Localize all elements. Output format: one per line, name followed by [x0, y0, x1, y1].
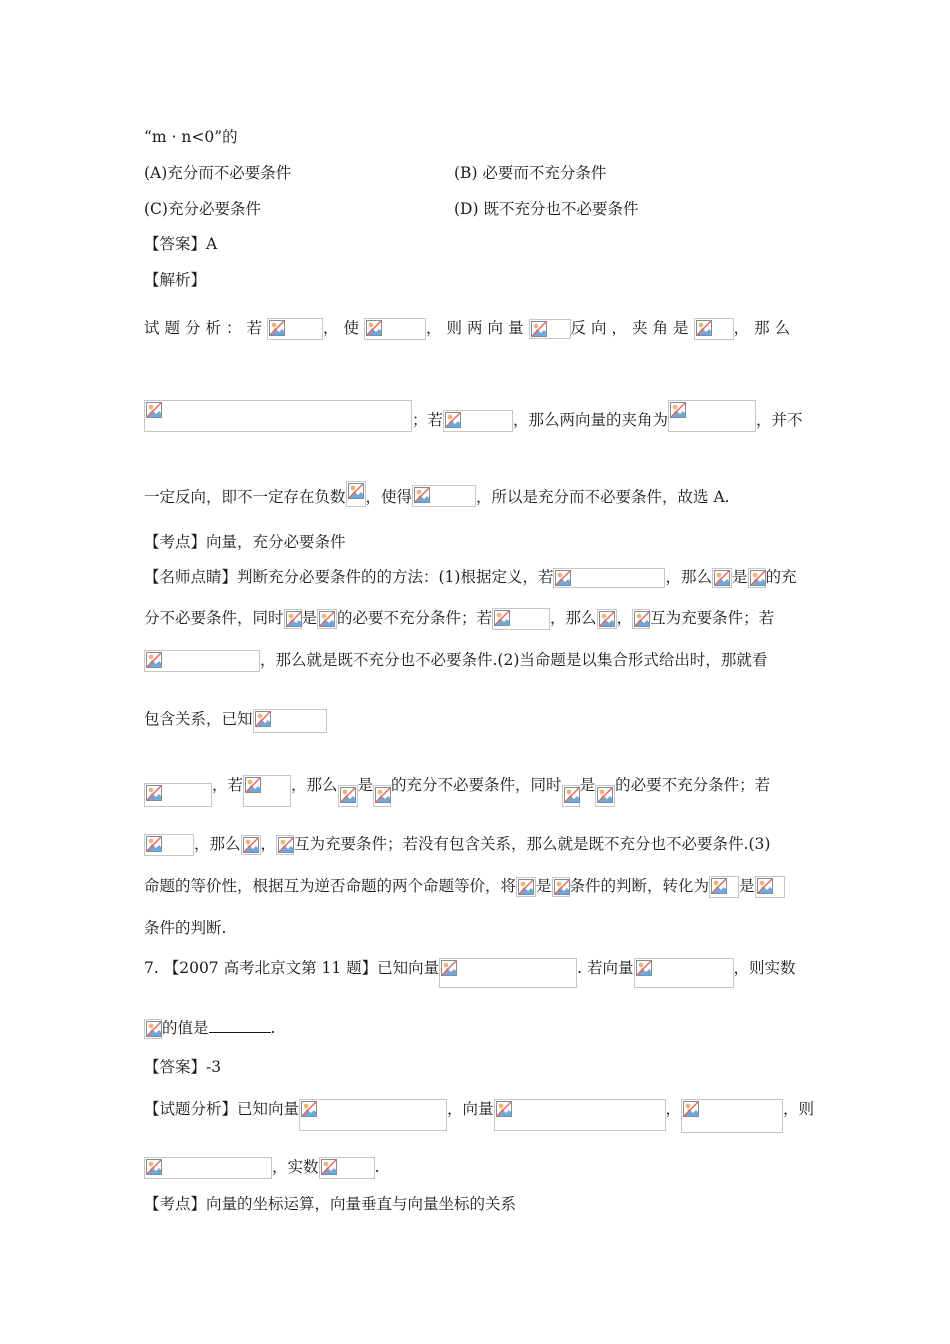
broken-image-icon: [597, 787, 613, 803]
broken-image-icon: [445, 412, 461, 428]
formula-image: [439, 958, 577, 988]
formula-image: [634, 958, 734, 988]
broken-image-icon: [366, 320, 382, 336]
formula-image: [276, 835, 294, 855]
q7-kaodian: 【考点】向量的坐标运算，向量垂直与向量坐标的关系: [144, 1195, 517, 1213]
q6-mingshi-line-1: 【名师点睛】判断充分必要条件的的方法：(1)根据定义，若 ，那么 是 的充: [144, 568, 797, 586]
broken-image-icon: [554, 879, 570, 895]
q6-stem-tail: “m · n<0”的: [144, 128, 238, 146]
broken-image-icon: [319, 611, 335, 627]
formula-image: [492, 608, 550, 630]
formula-image: [346, 481, 366, 507]
broken-image-icon: [670, 402, 686, 418]
broken-image-icon: [531, 321, 547, 337]
broken-image-icon: [496, 1101, 512, 1117]
broken-image-icon: [269, 320, 285, 336]
formula-image: [709, 876, 739, 898]
formula-image: [597, 609, 617, 629]
broken-image-icon: [348, 483, 364, 499]
broken-image-icon: [146, 785, 162, 801]
formula-image: [553, 568, 665, 588]
q6-mingshi-line-7: 命题的等价性，根据互为逆否命题的两个命题等价，将 是 条件的判断，转化为 是: [144, 876, 785, 898]
broken-image-icon: [243, 837, 259, 853]
formula-image: [243, 775, 291, 807]
broken-image-icon: [696, 320, 712, 336]
answer-blank: [209, 1018, 271, 1033]
broken-image-icon: [555, 570, 571, 586]
formula-image: [319, 1157, 375, 1179]
formula-image: [668, 400, 756, 432]
broken-image-icon: [518, 879, 534, 895]
broken-image-icon: [245, 777, 261, 793]
formula-image: [552, 877, 570, 897]
broken-image-icon: [375, 787, 391, 803]
q6-mingshi-line-2: 分不必要条件，同时 是 的必要不充分条件；若 ，那么 ， 互为充要条件；若: [144, 608, 774, 630]
formula-image: [364, 318, 426, 340]
broken-image-icon: [714, 570, 730, 586]
broken-image-icon: [301, 1101, 317, 1117]
broken-image-icon: [255, 711, 271, 727]
q7-stem-line-2: 的值是 .: [144, 1018, 275, 1039]
broken-image-icon: [599, 611, 615, 627]
formula-image: [681, 1099, 783, 1133]
q6-analysis-heading: 【解析】: [144, 271, 207, 289]
broken-image-icon: [441, 960, 457, 976]
q6-mingshi-line-4: 包含关系，已知: [144, 709, 327, 733]
formula-image: [516, 877, 536, 897]
broken-image-icon: [564, 787, 580, 803]
formula-image: [748, 568, 766, 588]
q6-mingshi-line-3: ，那么就是既不充分也不必要条件.(2)当命题是以集合形式给出时，那就看: [144, 650, 767, 672]
q6-option-c: (C)充分必要条件: [144, 200, 261, 218]
q6-option-a: (A)充分而不必要条件: [144, 164, 292, 182]
broken-image-icon: [636, 960, 652, 976]
q6-analysis-line-3: 一定反向，即不一定存在负数 ，使得 ，所以是充分而不必要条件，故选 A.: [144, 481, 730, 507]
broken-image-icon: [414, 487, 430, 503]
broken-image-icon: [634, 611, 650, 627]
q7-answer: 【答案】-3: [144, 1058, 222, 1076]
q6-mingshi-line-6: ，那么 ， 互为充要条件；若没有包含关系，那么就是既不充分也不必要条件.(3): [144, 834, 770, 856]
formula-image: [595, 785, 615, 807]
q6-answer: 【答案】A: [144, 235, 218, 253]
formula-image: [494, 1099, 666, 1131]
broken-image-icon: [278, 837, 294, 853]
formula-image: [241, 835, 261, 855]
q7-analysis-line-1: 【试题分析】已知向量 ，向量 ， ，则: [144, 1099, 814, 1133]
formula-image: [412, 485, 476, 507]
q6-kaodian: 【考点】向量，充分必要条件: [144, 533, 346, 551]
formula-image: [144, 1157, 272, 1179]
formula-image: [253, 709, 327, 733]
q6-mingshi-line-5: ，若 ，那么 是 的充分不必要条件，同时 是 的必要不充分条件；若: [144, 775, 770, 807]
broken-image-icon: [146, 1021, 162, 1037]
formula-image: [373, 785, 391, 807]
formula-image: [284, 609, 302, 629]
formula-image: [144, 1019, 162, 1039]
broken-image-icon: [146, 652, 162, 668]
q7-analysis-line-2: ，实数 .: [144, 1157, 379, 1179]
q6-option-d: (D) 既不充分也不必要条件: [454, 200, 639, 218]
broken-image-icon: [494, 610, 510, 626]
broken-image-icon: [146, 836, 162, 852]
formula-image: [694, 318, 734, 340]
formula-image: [267, 318, 323, 340]
broken-image-icon: [340, 787, 356, 803]
broken-image-icon: [286, 611, 302, 627]
formula-image: [712, 568, 732, 588]
formula-image: [338, 785, 358, 807]
q6-analysis-line-2: ；若 ，那么两向量的夹角为 ，并不: [144, 400, 803, 432]
formula-image: [144, 834, 194, 856]
q6-analysis-line-1: 试题分析：若 ，使 ，则两向量 反向，夹角是 ，那么: [144, 318, 795, 340]
q7-stem-line-1: 7. 【2007 高考北京文第 11 题】已知向量 . 若向量 ，则实数: [144, 958, 796, 988]
broken-image-icon: [757, 878, 773, 894]
formula-image: [144, 400, 412, 432]
broken-image-icon: [750, 570, 766, 586]
formula-image: [299, 1099, 447, 1131]
q6-mingshi-line-8: 条件的判断.: [144, 919, 227, 937]
formula-image: [317, 609, 337, 629]
broken-image-icon: [321, 1159, 337, 1175]
formula-image: [632, 609, 650, 629]
broken-image-icon: [683, 1101, 699, 1117]
q6-option-b: (B) 必要而不充分条件: [454, 164, 607, 182]
broken-image-icon: [146, 402, 162, 418]
formula-image: [529, 319, 571, 339]
broken-image-icon: [711, 878, 727, 894]
formula-image: [562, 785, 580, 807]
formula-image: [144, 783, 212, 807]
formula-image: [144, 650, 260, 672]
broken-image-icon: [146, 1159, 162, 1175]
formula-image: [755, 876, 785, 898]
formula-image: [443, 410, 513, 432]
